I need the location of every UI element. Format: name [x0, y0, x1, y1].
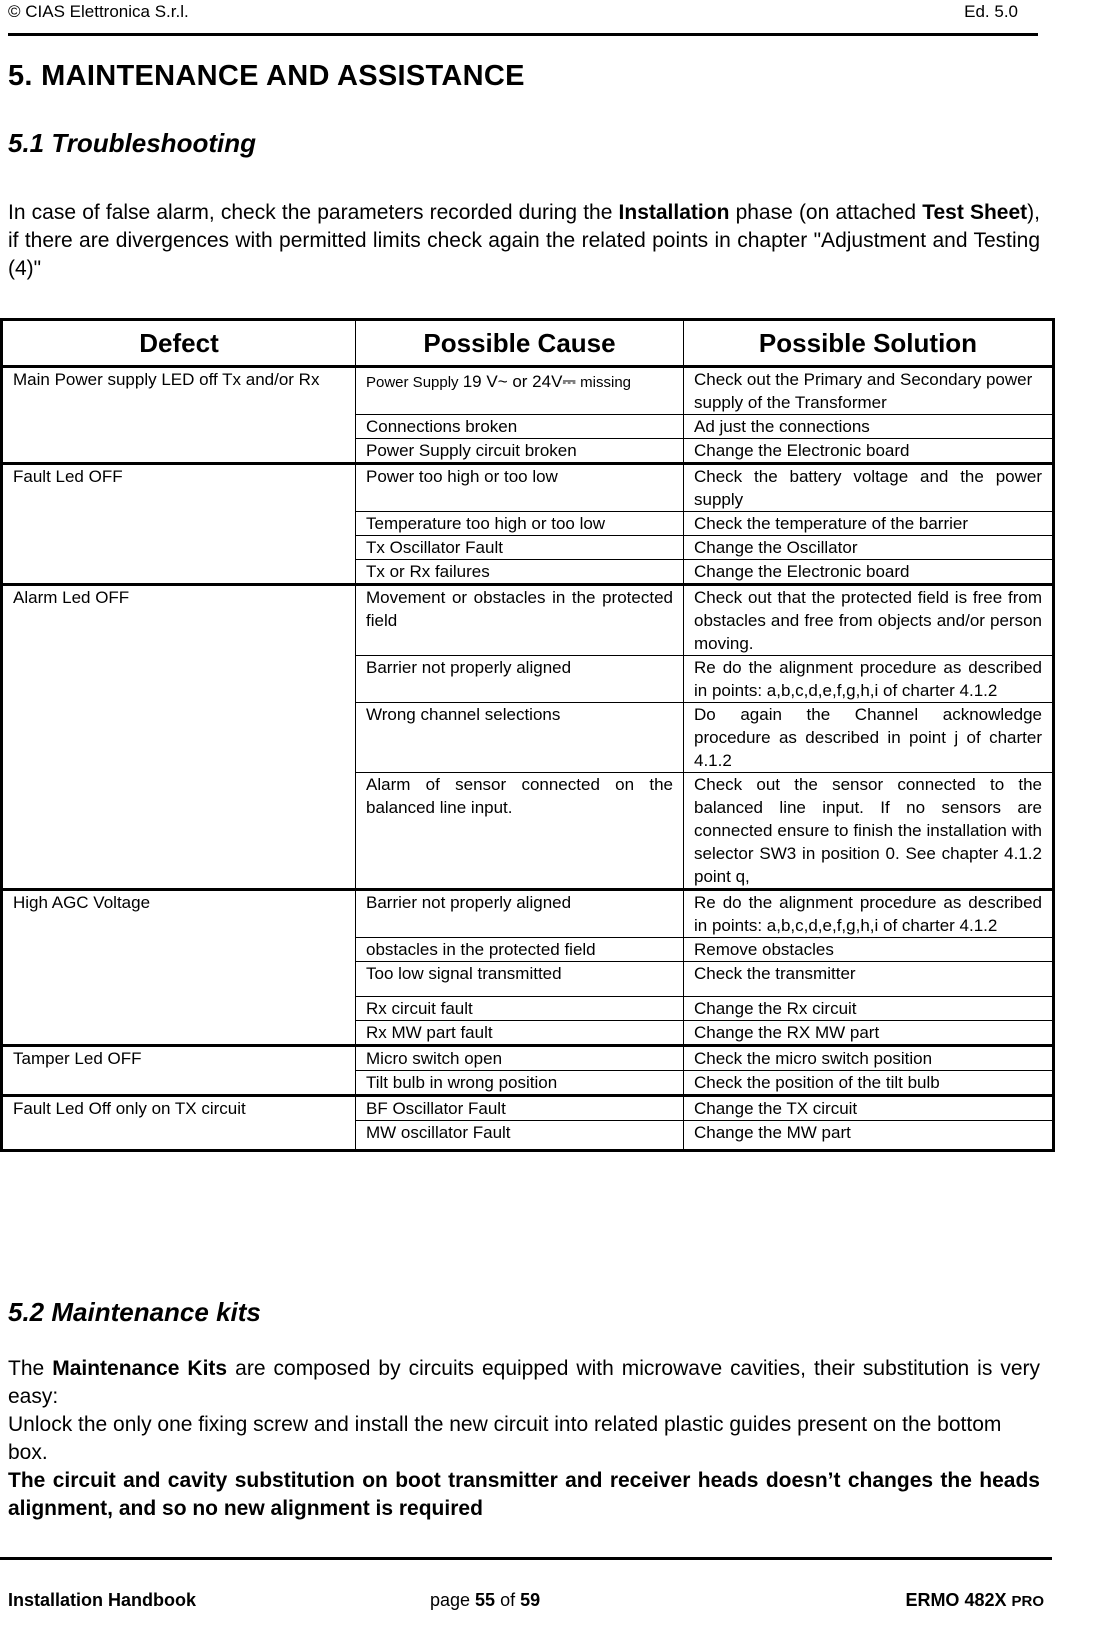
table-row	[2, 367, 1054, 415]
cause-cell: Rx MW part fault	[356, 1021, 684, 1046]
table-row	[2, 585, 1054, 656]
chapter-title: 5. MAINTENANCE AND ASSISTANCE	[8, 60, 525, 92]
solution-cell: Check out the sensor connected to the balanced line input. If no sensors are connected ensure to finish the installation with selector SW3 in position 0. See chapter 4.1.2 point q,	[684, 773, 1054, 890]
intro-text-1: In case of false alarm, check the parameters recorded during the	[8, 201, 619, 224]
cause-cell: MW oscillator Fault	[356, 1121, 684, 1151]
defect-cell: Alarm Led OFF	[2, 585, 356, 890]
defect-cell: Fault Led OFF	[2, 464, 356, 585]
cause-cell: Tx or Rx failures	[356, 560, 684, 585]
header-company: © CIAS Elettronica S.r.l.	[8, 2, 189, 21]
table-row	[2, 1096, 1054, 1121]
cause-cell: Power too high or too low	[356, 464, 684, 512]
kits-text-1: The	[8, 1357, 53, 1380]
cause-cell: BF Oscillator Fault	[356, 1096, 684, 1121]
intro-bold-installation: Installation	[618, 201, 730, 224]
cause-cell: Too low signal transmitted	[356, 962, 684, 997]
table-row	[2, 464, 1054, 512]
defect-cell: Tamper Led OFF	[2, 1046, 356, 1096]
table-row	[2, 1046, 1054, 1071]
cause-cell: Power Supply 19 V~ or 24V⎓ missing	[356, 367, 684, 415]
col-header-solution: Possible Solution	[684, 320, 1054, 367]
solution-cell: Ad just the connections	[684, 415, 1054, 439]
solution-cell: Do again the Channel acknowledge procedure as described in point j of charter 4.1.2	[684, 703, 1054, 773]
solution-cell: Check the position of the tilt bulb	[684, 1071, 1054, 1096]
solution-cell: Remove obstacles	[684, 938, 1054, 962]
maintenance-para-3: The circuit and cavity substitution on boot transmitter and receiver heads doesn’t changes the heads alignment, and so no new alignment is required	[8, 1469, 1040, 1520]
solution-cell: Change the TX circuit	[684, 1096, 1054, 1121]
section-heading-troubleshooting: 5.1 Troubleshooting	[8, 128, 256, 158]
solution-cell: Check out that the protected field is free from obstacles and free from objects and/or person moving.	[684, 585, 1054, 656]
section-heading-maintenance-kits: 5.2 Maintenance kits	[8, 1297, 261, 1327]
cause-cell: Rx circuit fault	[356, 997, 684, 1021]
cause-cell: Barrier not properly aligned	[356, 656, 684, 703]
troubleshooting-table	[0, 318, 1055, 1152]
cause-cell: Alarm of sensor connected on the balanced line input.	[356, 773, 684, 890]
solution-cell: Check the transmitter	[684, 962, 1054, 997]
cause-cell: Wrong channel selections	[356, 703, 684, 773]
solution-cell: Change the RX MW part	[684, 1021, 1054, 1046]
intro-bold-test-sheet: Test Sheet	[922, 201, 1028, 224]
solution-cell: Change the Oscillator	[684, 536, 1054, 560]
solution-cell: Check the micro switch position	[684, 1046, 1054, 1071]
cause-cell: Micro switch open	[356, 1046, 684, 1071]
col-header-cause: Possible Cause	[356, 320, 684, 367]
cause-cell: Movement or obstacles in the protected field	[356, 585, 684, 656]
solution-cell: Change the MW part	[684, 1121, 1054, 1151]
kits-text-2: are composed by circuits equipped with microwave cavities, their substitution is very easy:	[8, 1357, 1041, 1408]
cause-cell: Tx Oscillator Fault	[356, 536, 684, 560]
table-row	[2, 890, 1054, 938]
header-edition: Ed. 5.0	[964, 2, 1018, 21]
intro-text-2: phase (on attached	[729, 201, 923, 224]
solution-cell: Check the battery voltage and the power supply	[684, 464, 1054, 512]
cause-cell: Connections broken	[356, 415, 684, 439]
troubleshooting-intro	[8, 199, 1040, 283]
solution-cell: Re do the alignment procedure as described in points: a,b,c,d,e,f,g,h,i of charter 4.1.2	[684, 890, 1054, 938]
solution-cell: Check the temperature of the barrier	[684, 512, 1054, 536]
cause-cell: Temperature too high or too low	[356, 512, 684, 536]
solution-cell: Re do the alignment procedure as described in points: a,b,c,d,e,f,g,h,i of charter 4.1.2	[684, 656, 1054, 703]
maintenance-para-2: Unlock the only one fixing screw and install the new circuit into related plastic guides present on the bottom box.	[8, 1413, 1002, 1464]
defect-cell: Main Power supply LED off Tx and/or Rx	[2, 367, 356, 464]
defect-cell: High AGC Voltage	[2, 890, 356, 1046]
footer-page-number: page 55 of 59	[430, 1590, 541, 1610]
solution-cell: Change the Electronic board	[684, 439, 1054, 464]
cause-cell: Barrier not properly aligned	[356, 890, 684, 938]
cause-cell: obstacles in the protected field	[356, 938, 684, 962]
footer-product: ERMO 482X PRO	[905, 1590, 1044, 1610]
col-header-defect: Defect	[2, 320, 356, 367]
solution-cell: Check out the Primary and Secondary power supply of the Transformer	[684, 367, 1054, 415]
table-header-row	[2, 320, 1054, 367]
maintenance-kits-text	[8, 1355, 1040, 1523]
page-footer	[0, 1557, 1052, 1620]
page-header	[8, 0, 1038, 36]
maintenance-para-1	[8, 1355, 1040, 1411]
cause-cell: Tilt bulb in wrong position	[356, 1071, 684, 1096]
intro-text-3: ), if there are divergences with permitted limits check again the related points in chapter "Adjustment and Testing (4)"	[8, 201, 1040, 280]
solution-cell: Change the Electronic board	[684, 560, 1054, 585]
defect-cell: Fault Led Off only on TX circuit	[2, 1096, 356, 1151]
cause-cell: Power Supply circuit broken	[356, 439, 684, 464]
kits-bold: Maintenance Kits	[52, 1357, 228, 1380]
solution-cell: Change the Rx circuit	[684, 997, 1054, 1021]
footer-handbook: Installation Handbook	[8, 1590, 197, 1610]
